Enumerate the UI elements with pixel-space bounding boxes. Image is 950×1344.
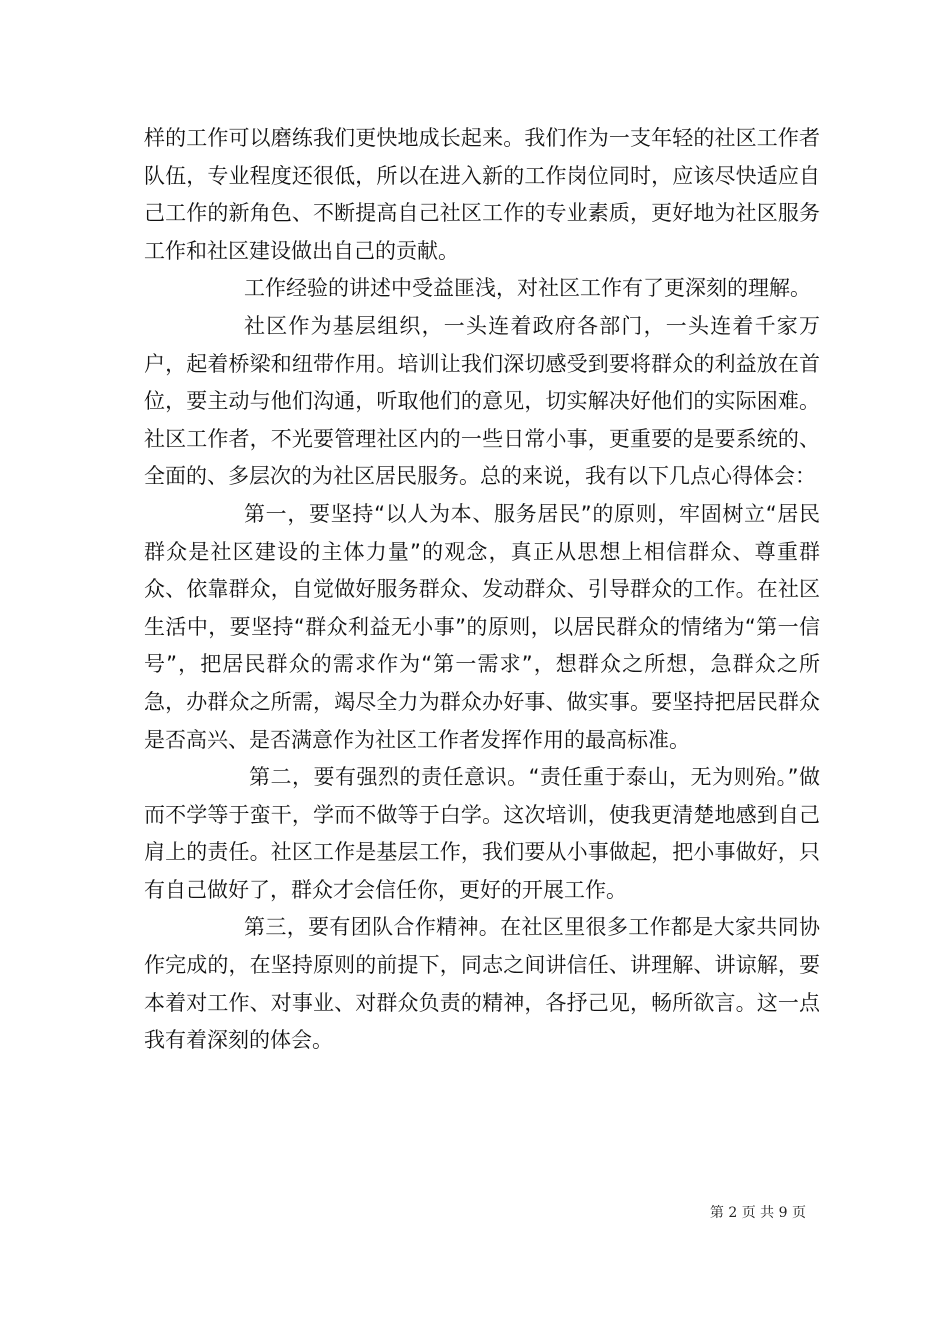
paragraph-continuation: 样的工作可以磨练我们更快地成长起来。我们作为一支年轻的社区工作者队伍，专业程度还很低，所以在进入新的工作岗位同时，应该尽快适应自己工作的新角色、不断提高自己社区工作的专业素质，更好地为社区服务工作和社区建设做出自己的贡献。 [144, 126, 820, 263]
document-body [144, 120, 820, 1060]
paragraph-community-role: 社区作为基层组织，一头连着政府各部门，一头连着千家万户，起着桥梁和纽带作用。培训让我们深切感受到要将群众的利益放在首位，要主动与他们沟通，听取他们的意见，切实解决好他们的实际困难。社区工作者，不光要管理社区内的一些日常小事，更重要的是要系统的、全面的、多层次的为社区居民服务。总的来说，我有以下几点心得体会： [144, 313, 820, 489]
paragraph-point-two: 第二，要有强烈的责任意识。“责任重于泰山，无为则殆。”做而不学等于蛮干，学而不做等于白学。这次培训，使我更清楚地感到自己肩上的责任。社区工作是基层工作，我们要从小事做起，把小事做好，只有自己做好了，群众才会信任你，更好的开展工作。 [144, 765, 820, 902]
paragraph-point-three: 第三，要有团队合作精神。在社区里很多工作都是大家共同协作完成的，在坚持原则的前提下，同志之间讲信任、讲理解、讲谅解，要本着对工作、对事业、对群众负责的精神，各抒己见，畅所欲言。这一点我有着深刻的体会。 [144, 915, 820, 1053]
page-number-footer: 第 2 页 共 9 页 [709, 1205, 806, 1221]
paragraph-experience: 工作经验的讲述中受益匪浅，对社区工作有了更深刻的理解。 [244, 276, 811, 301]
paragraph-point-one: 第一，要坚持“以人为本、服务居民”的原则，牢固树立“居民群众是社区建设的主体力量”的观念，真正从思想上相信群众、尊重群众、依靠群众，自觉做好服务群众、发动群众、引导群众的工作。在社区生活中，要坚持“群众利益无小事”的原则，以居民群众的情绪为“第一信号”，把居民群众的需求作为“第一需求”，想群众之所想，急群众之所急，办群众之所需，竭尽全力为群众办好事、做实事。要坚持把居民群众是否高兴、是否满意作为社区工作者发挥作用的最高标准。 [144, 501, 820, 752]
